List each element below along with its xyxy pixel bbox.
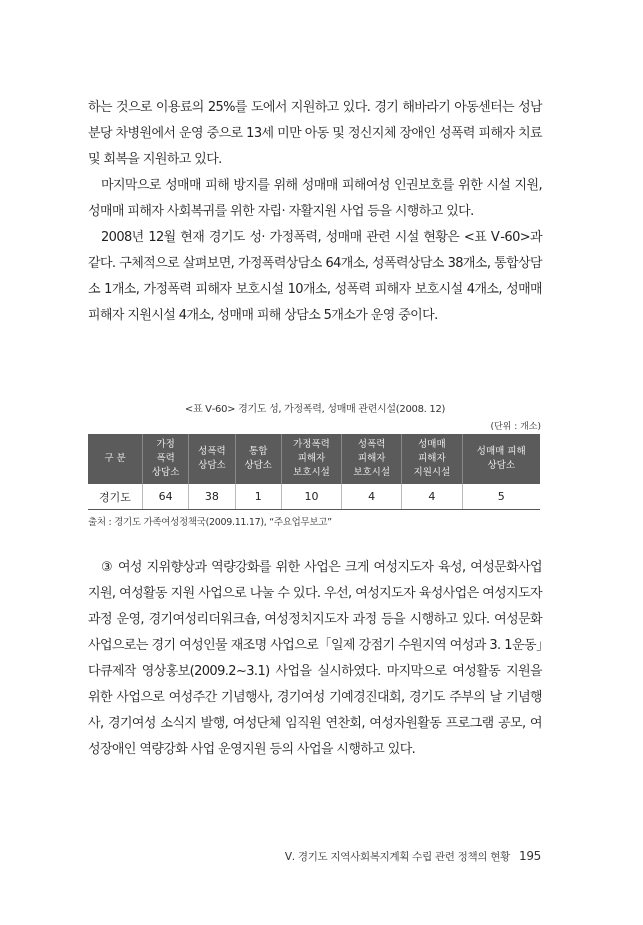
table-cell: 경기도 bbox=[88, 484, 143, 510]
table-cell: 4 bbox=[402, 484, 462, 510]
table-cell: 1 bbox=[235, 484, 281, 510]
table-header-cell: 구 분 bbox=[88, 434, 143, 484]
table-header-cell: 성폭력 상담소 bbox=[189, 434, 235, 484]
table-cell: 10 bbox=[281, 484, 341, 510]
body-text-bottom bbox=[88, 555, 542, 763]
table-cell: 64 bbox=[143, 484, 189, 510]
table-header-cell: 가정폭력 피해자 보호시설 bbox=[281, 434, 341, 484]
body-text-top bbox=[88, 95, 542, 329]
table-header-cell: 성폭력 피해자 보호시설 bbox=[342, 434, 402, 484]
table-header-cell: 성매매 피해 상담소 bbox=[462, 434, 540, 484]
table-header-cell: 통합 상담소 bbox=[235, 434, 281, 484]
table-caption: <표 Ⅴ-60> 경기도 성, 가정폭력, 성매매 관련시설(2008. 12) bbox=[184, 404, 446, 415]
table-header-cell: 성매매 피해자 지원시설 bbox=[402, 434, 462, 484]
table-cell: 38 bbox=[189, 484, 235, 510]
table-header-cell: 가정 폭력 상담소 bbox=[143, 434, 189, 484]
page-footer bbox=[285, 849, 541, 864]
table-cell: 4 bbox=[342, 484, 402, 510]
table-source: 출처 : 경기도 가족여성정책국(2009.11.17), “주요업무보고” bbox=[88, 517, 332, 528]
table-row bbox=[88, 484, 540, 510]
paragraph: 하는 것으로 이용료의 25%를 도에서 지원하고 있다. 경기 해바라기 아동센터는 성남 분당 차병원에서 운영 중으로 13세 미만 아동 및 정신지체 장애인 성폭력 피해자 치료 및 회복을 지원하고 있다. bbox=[88, 100, 542, 167]
chapter-title: Ⅴ. 경기도 지역사회복지계획 수립 관련 정책의 현황 bbox=[284, 851, 510, 863]
facility-table bbox=[88, 434, 540, 510]
table-unit: (단위 : 개소) bbox=[490, 422, 541, 432]
paragraph: ③ 여성 지위향상과 역량강화를 위한 사업은 크게 여성지도자 육성, 여성문화사업 지원, 여성활동 지원 사업으로 나눌 수 있다. 우선, 여성지도자 육성사업은 여성지도자과정 운영, 경기여성리더워크숍, 여성정치지도자 과정 등을 시행하고 있다. 여성문화사업으로는 경기 여성인물 재조명 사업으로「일제 강점기 수원지역 여성과 3. 1운동」다큐제작 영상홍보(2009.2~3.1) 사업을 실시하였다. 마지막으로 여성활동 지원을 위한 사업으로 여성주간 기념행사, 경기여성 기예경진대회, 경기도 주부의 날 기념행사, 경기여성 소식지 발행, 여성단체 임직원 연찬회, 여성자원활동 프로그램 공모, 여성장애인 역량강화 사업 운영지원 등의 사업을 시행하고 있다. bbox=[88, 560, 542, 757]
page-number: 195 bbox=[518, 849, 541, 863]
table-cell: 5 bbox=[462, 484, 540, 510]
paragraph: 마지막으로 성매매 피해 방지를 위해 성매매 피해여성 인권보호를 위한 시설 지원, 성매매 피해자 사회복귀를 위한 자립· 자활지원 사업 등을 시행하고 있다. bbox=[88, 178, 542, 219]
paragraph: 2008년 12월 현재 경기도 성· 가정폭력, 성매매 관련 시설 현황은 <표 Ⅴ-60>과 같다. 구체적으로 살펴보면, 가정폭력상담소 64개소, 성폭력상담소 38개소, 통합상담소 1개소, 가정폭력 피해자 보호시설 10개소, 성폭력 피해자 보호시설 4개소, 성매매 피해자 지원시설 4개소, 성매매 피해 상담소 5개소가 운영 중이다. bbox=[88, 230, 542, 323]
table-header-row bbox=[88, 434, 540, 484]
